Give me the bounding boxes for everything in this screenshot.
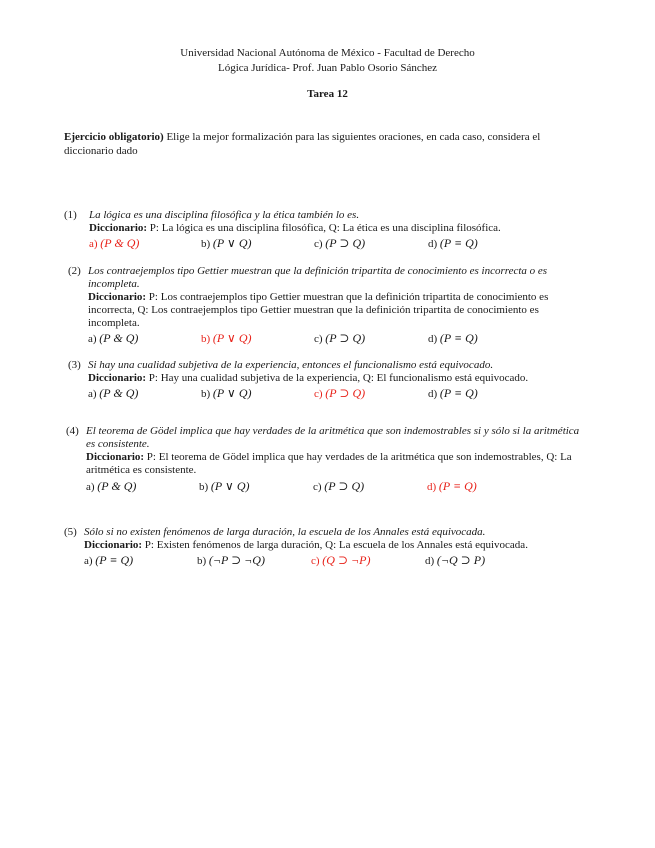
question-5-option-d[interactable]: d) (¬Q ⊃ P) (425, 553, 486, 567)
dictionary-label: Diccionario: (86, 451, 145, 463)
dictionary-text: P: Los contraejemplos tipo Gettier muestran que la definición tripartita de conocimiento es incorrecta, Q: Los contraejemplos tipo Gettier muestran que la definición tripartita de conocimiento es incompleta. (88, 291, 549, 329)
question-number: (5) (64, 526, 77, 538)
question-statement: Sólo si no existen fenómenos de larga duración, la escuela de los Annales está equivocada. (84, 526, 486, 538)
dictionary-label: Diccionario: (89, 222, 148, 234)
header-course: Lógica Jurídica- Prof. Juan Pablo Osorio Sánchez (217, 62, 438, 74)
question-statement: Los contraejemplos tipo Gettier muestran que la definición tripartita de conocimiento es incorrecta o es incompleta. (88, 265, 548, 290)
dictionary-text: P: Hay una cualidad subjetiva de la experiencia, Q: El funcionalismo está equivocado. (148, 372, 529, 384)
dictionary (88, 372, 588, 385)
dictionary-text: P: La lógica es una disciplina filosófica, Q: La ética es una disciplina filosófica. (149, 222, 501, 234)
question-2-option-d[interactable]: d) (P ≡ Q) (428, 331, 478, 345)
dictionary (86, 451, 588, 477)
question-4-option-c[interactable]: c) (P ⊃ Q) (313, 479, 365, 493)
question-statement: El teorema de Gödel implica que hay verdades de la aritmética que son indemostrables si y sólo si la aritmética es consistente. (86, 425, 580, 450)
question-statement: La lógica es una disciplina filosófica y la ética también lo es. (89, 209, 360, 221)
exercise-label: Ejercicio obligatorio) (64, 131, 164, 143)
question-4-option-a[interactable]: a) (P & Q) (86, 479, 137, 493)
dictionary-text: P: Existen fenómenos de larga duración, Q: La escuela de los Annales está equivocada. (144, 539, 528, 551)
question-number: (1) (64, 209, 77, 221)
question-4-option-d[interactable]: d) (P ≡ Q) (427, 479, 477, 493)
question-5-option-b[interactable]: b) (¬P ⊃ ¬Q) (197, 553, 265, 567)
question-3-option-b[interactable]: b) (P ∨ Q) (201, 386, 252, 400)
question-2-option-a[interactable]: a) (P & Q) (88, 331, 139, 345)
dictionary-label: Diccionario: (88, 372, 147, 384)
question-5-option-a[interactable]: a) (P ≡ Q) (84, 553, 134, 567)
question-4-option-b[interactable]: b) (P ∨ Q) (199, 479, 250, 493)
question-3-option-c[interactable]: c) (P ⊃ Q) (314, 386, 366, 400)
question-2-option-b[interactable]: b) (P ∨ Q) (201, 331, 252, 345)
question-2-option-c[interactable]: c) (P ⊃ Q) (314, 331, 366, 345)
header-university: Universidad Nacional Autónoma de México - Facultad de Derecho (180, 47, 475, 59)
dictionary (84, 539, 589, 552)
dictionary-text: P: El teorema de Gödel implica que hay verdades de la aritmética que son indemostrables, Q: La aritmética es consistente. (86, 451, 572, 476)
question-statement: Si hay una cualidad subjetiva de la experiencia, entonces el funcionalismo está equivocado. (88, 359, 494, 371)
question-number: (3) (68, 359, 81, 371)
dictionary-label: Diccionario: (84, 539, 143, 551)
dictionary (88, 291, 588, 330)
question-3-option-d[interactable]: d) (P ≡ Q) (428, 386, 478, 400)
question-1-option-b[interactable]: b) (P ∨ Q) (201, 236, 252, 250)
question-number: (2) (68, 265, 81, 277)
dictionary-label: Diccionario: (88, 291, 147, 303)
question-number: (4) (66, 425, 79, 437)
question-5-option-c[interactable]: c) (Q ⊃ ¬P) (311, 553, 371, 567)
question-3-option-a[interactable]: a) (P & Q) (88, 386, 139, 400)
dictionary (89, 222, 589, 235)
question-1-option-a[interactable]: a) (P & Q) (89, 236, 140, 250)
question-1-option-d[interactable]: d) (P ≡ Q) (428, 236, 478, 250)
exercise-instructions: Elige la mejor formalización para las siguientes oraciones, en cada caso, considera el diccionario dado (64, 131, 541, 157)
page-title: Tarea 12 (307, 88, 348, 100)
question-1-option-c[interactable]: c) (P ⊃ Q) (314, 236, 366, 250)
exercise-intro (64, 130, 584, 158)
